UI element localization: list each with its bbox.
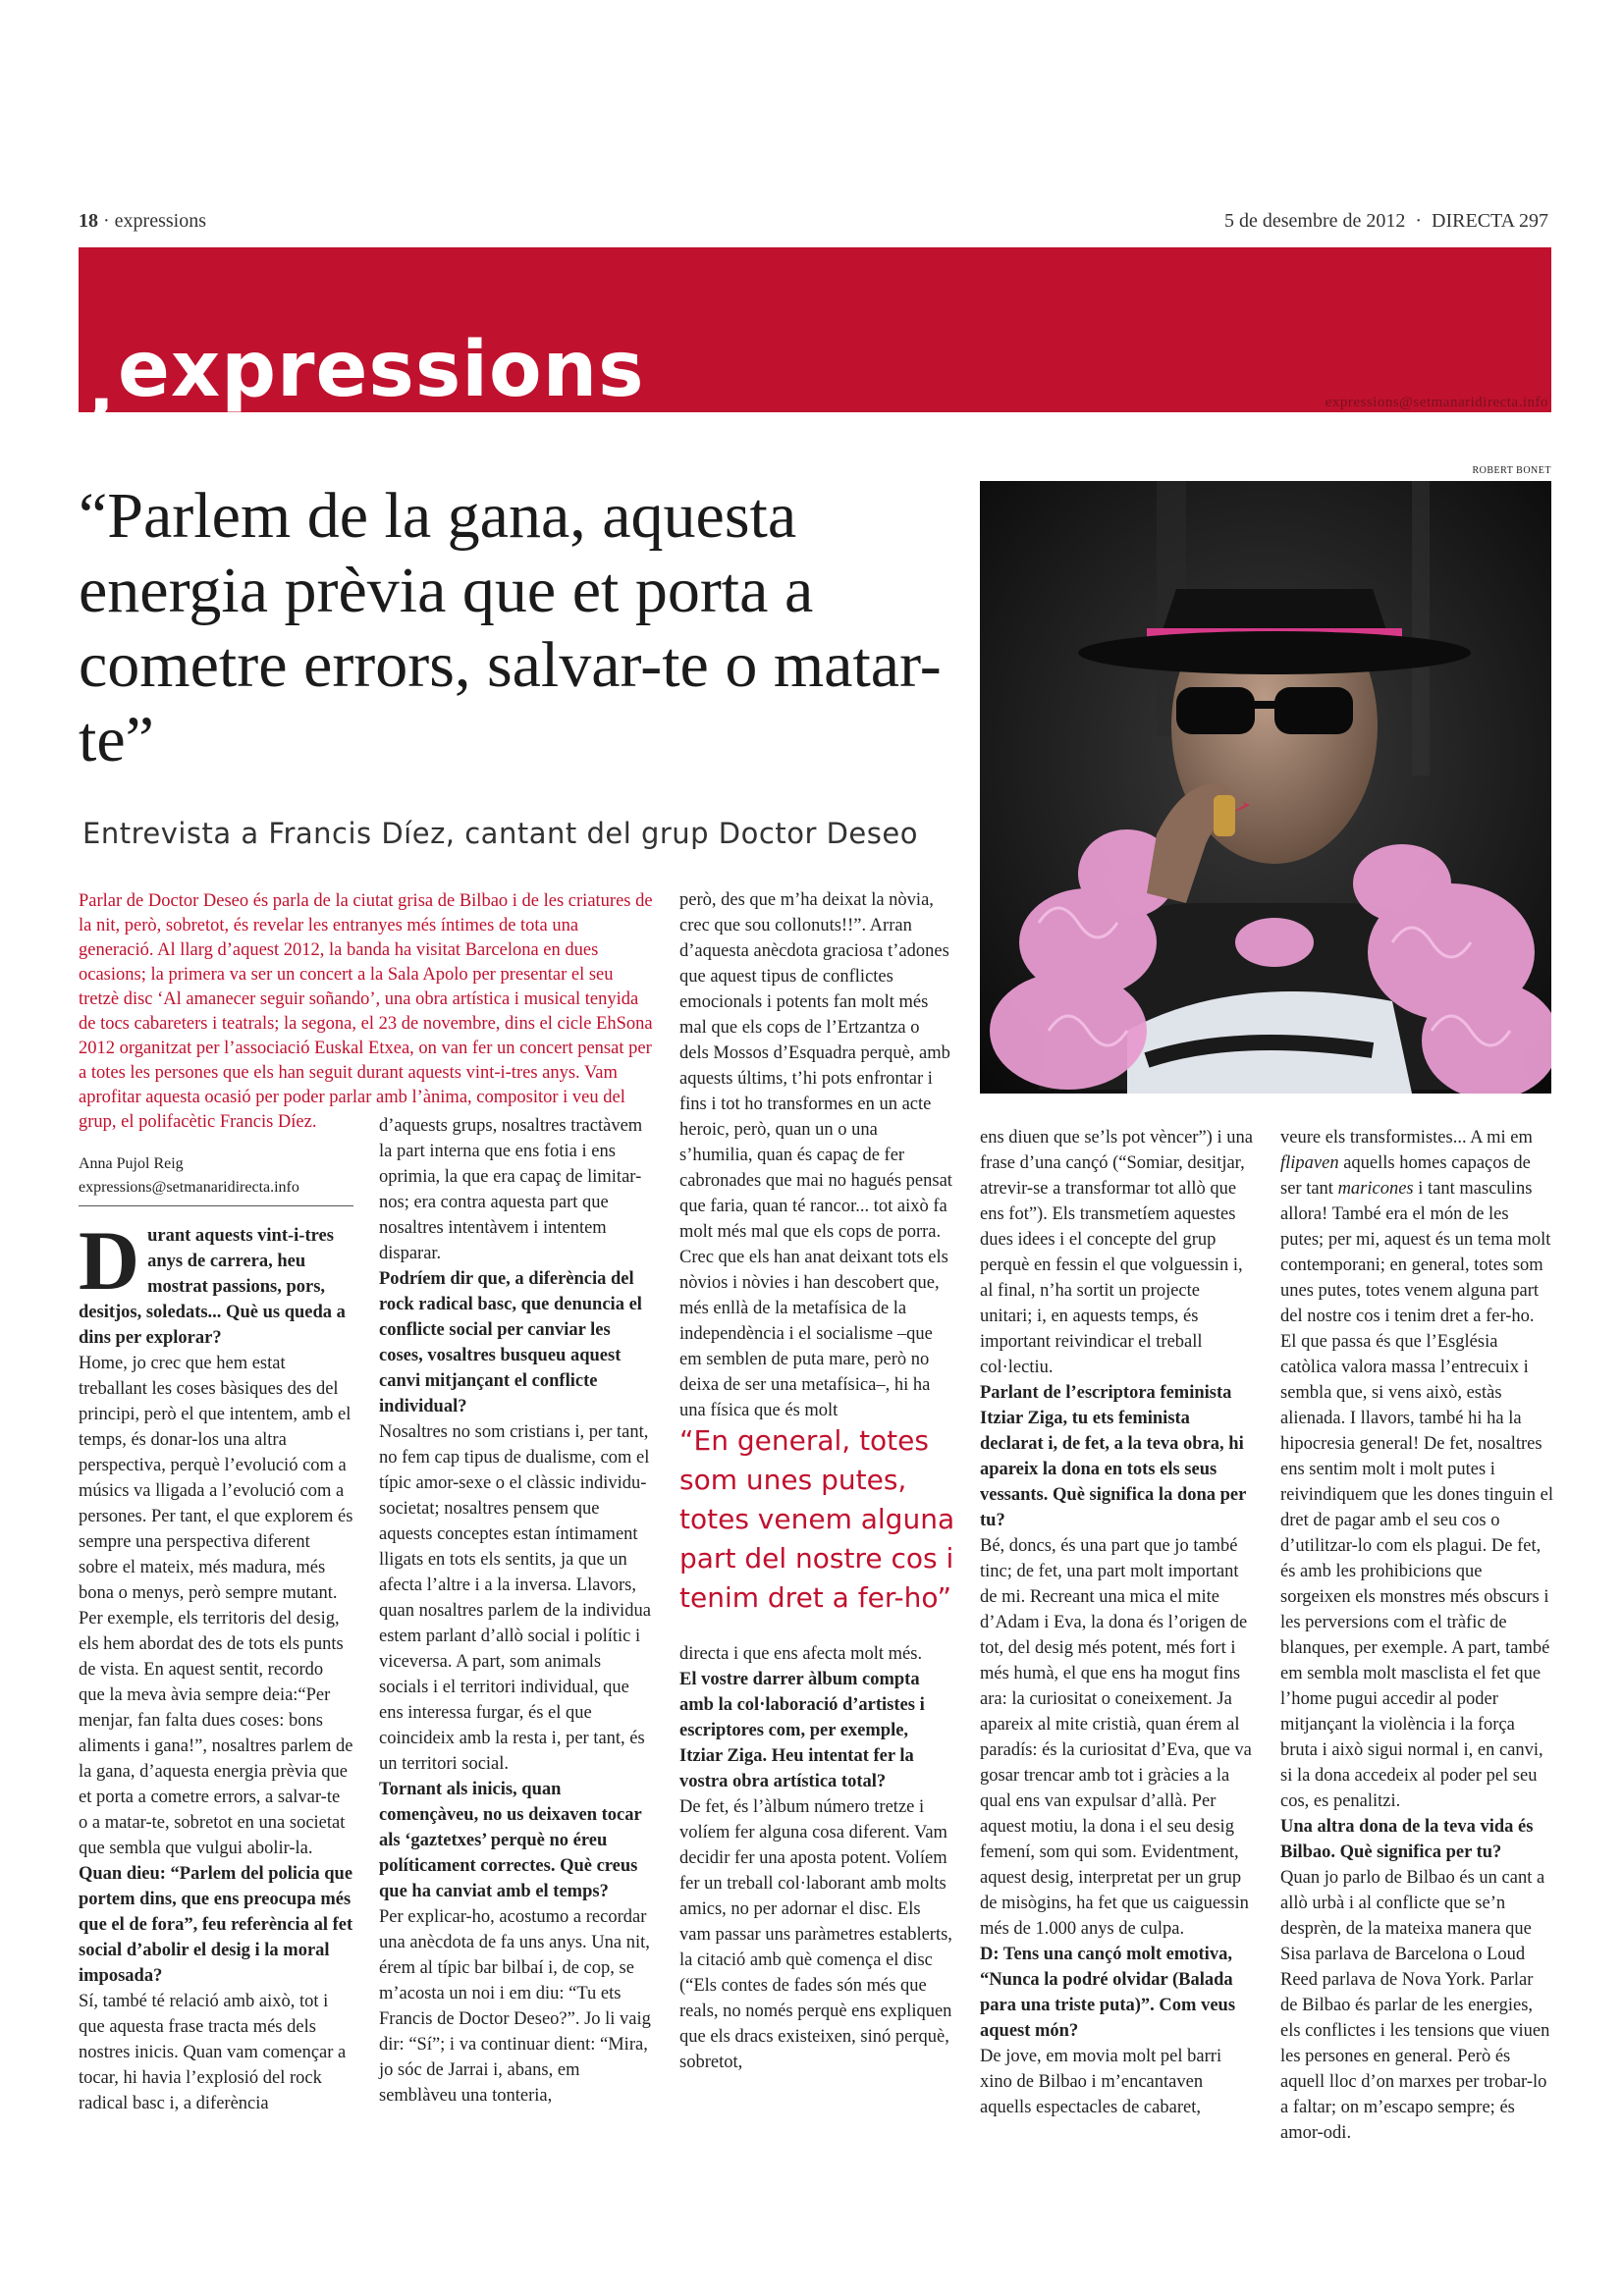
question	[1280, 1814, 1553, 1865]
question-text: D: Tens una cançó molt emotiva, “Nunca la podré olvidar (Balada para una triste puta)”. Com veus aquest món?	[980, 1945, 1236, 2041]
answer: Home, jo crec que hem estat treballant les coses bàsiques des del principi, però el que intentem, amb el temps, és donar-los una altra perspectiva, perquè l’evolució com a músics va lligada a l’evolució com a persones. Per tant, el que explorem és sempre una perspectiva diferent sobre el mateix, més madura, més bona o menys, però sempre mutant. Per exemple, els territoris del desig, els hem abordat des de tots els punts de vista. En aquest sentit, recordo que la meva àvia sempre deia:“Per menjar, fan falta dues coses: bons aliments i gana!”, nosaltres parlem de la gana, d’aquesta energia prèvia que et porta a cometre errors, a salvar-te o a matar-te, sobretot en una societat que sembla que vulgui abolir-la.	[79, 1354, 353, 1858]
question-text: Quan dieu: “Parlem del policia que portem dins, que ens preocupa més que el de fora”, feu referència al fet social d’abolir el desig i la moral imposada?	[79, 1864, 353, 1986]
section-email: expressions@setmanaridirecta.info	[1325, 395, 1548, 410]
author-email: expressions@setmanaridirecta.info	[79, 1179, 299, 1196]
answer-text: i tant masculins allora! També era el món de les putes; per mi, aquest és un tema molt contemporani; en general, totes som unes putes, totes venem alguna part del nostre cos i tenim dret a fer-ho. El que passa és que l’Església catòlica valora massa l’entrecuix i sembla que, si vens això, estàs alienada. I llavors, també hi ha la hipocresia general! De fet, nosaltres ens sentim molt i molt putes i reivindiquem que les dones tinguin el dret de pagar amb el seu cos o d’utilitzar-lo com els plagui. De fet, és amb les prohibicions que sorgeixen els monstres més obscurs i les perversions com el tràfic de blanques, per exemple. A part, també em sembla molt masclista el fet que l’home pugui accedir al poder mitjançant la violència i la força bruta i això sigui normal i, en canvi, si la dona accedeix al poder pel seu cos, es penalitzi.	[1280, 1179, 1553, 1811]
answer: De fet, és l’àlbum número tretze i volíem fer alguna cosa diferent. Vam decidir fer una aposta potent. Volíem fer un treball col·laborant amb molts amics, no per adornar el disc. Els vam passar uns paràmetres establerts, la citació amb què comença el disc (“Els contes de fades són més que reals, no només perquè ens expliquen que els dracs existeixen, sinó perquè, sobretot,	[679, 1797, 952, 2072]
question	[79, 1861, 353, 1989]
answer: Nosaltres no som cristians i, per tant, no fem cap tipus de dualisme, com el típic amor-sexe o el clàssic individu-societat; nosaltres pensem que aquests conceptes estan íntimament lligats en tots els sentits, ja que un afecta l’altre i a la inversa. Llavors, quan nosaltres parlem de la individua estem parlant d’allò social i polític i viceversa. A part, som animals socials i el territori individual, que ens interessa furgar, és el que coincideix amb la resta i, per tant, és un territori social.	[379, 1422, 651, 1774]
drop-cap: D	[79, 1213, 140, 1308]
answer-text: veure els transformistes... A mi em	[1280, 1128, 1533, 1148]
question	[679, 1667, 952, 1794]
pull-quote: “En general, totes som unes putes, totes venem alguna part del nostre cos i tenim dret a fer-ho”	[679, 1424, 955, 1614]
issue-date: 5 de desembre de 2012	[1223, 210, 1406, 232]
answer: ens diuen que se’ls pot vèncer”) i una frase d’una cançó (“Somiar, desitjar, atrevir-se a transformar tot allò que ens fot”). Els transmetíem aquestes dues idees i el concepte del grup perquè en fessin el que volguessin i, al final, n’ha sortit un projecte unitari; i, en aquests temps, és important reivindicar el treball col·lectiu.	[980, 1128, 1253, 1377]
author-name: Anna Pujol Reig	[79, 1155, 184, 1172]
answer: Sí, també té relació amb això, tot i que aquesta frase tracta més dels nostres inicis. Quan vam començar a tocar, hi havia l’explosió del rock radical basc i, a diferència	[79, 1992, 347, 2113]
answer: directa i que ens afecta molt més.	[679, 1644, 923, 1664]
question-text: El vostre darrer àlbum compta amb la col·laboració d’artistes i escriptores com, per exemple, Itziar Ziga. Heu intentat fer la vostra obra artística total?	[679, 1670, 925, 1791]
issue-number: DIRECTA 297	[1432, 210, 1548, 232]
question-text: Podríem dir que, a diferència del rock radical basc, que denuncia el conflicte social per canviar les coses, vosaltres busqueu aquest canvi mitjançant el conflicte individual?	[379, 1269, 642, 1416]
question	[980, 1380, 1253, 1533]
section-label: · expressions	[98, 210, 206, 232]
answer: Quan jo parlo de Bilbao és un cant a allò urbà i al conflicte que se’n desprèn, de la mateixa manera que Sisa parlava de Barcelona o Loud Reed parlava de Nova York. Parlar de Bilbao és parlar de les energies, els conflictes i les tensions que viuen les persones en general. Però és aquell lloc d’on marxes per trobar-lo a faltar; on m’escapo sempre; és amor-odi.	[1280, 1868, 1550, 2143]
question	[379, 1777, 652, 1904]
byline	[79, 1152, 353, 1206]
answer: De jove, em movia molt pel barri xino de Bilbao i m’encantaven aquells espectacles de cabaret,	[980, 2047, 1222, 2117]
question	[379, 1266, 652, 1419]
article-photo	[980, 481, 1551, 1094]
page-number: 18	[79, 210, 98, 232]
question	[79, 1213, 353, 1351]
issue-info	[1224, 210, 1548, 233]
answer: Bé, doncs, és una part que jo també tinc; de fet, una part molt important de mi. Recreant una mica el mite d’Adam i Eva, la dona és l’origen de tot, del desig més potent, més fort i més humà, el que ens ha mogut fins ara: la curiositat o coneixement. Ja apareix al mite cristià, quan érem al paradís: és la curiositat d’Eva, que va gosar trencar amb tot i gràcies a la qual ens van expulsar d’allà. Per aquest motiu, la dona i el seu desig femení, som qui som. Evidentment, aquest desig, interpretat per un grup de misògins, ha fet que us caiguessin més de 1.000 anys de culpa.	[980, 1536, 1252, 1939]
issue-separator: ·	[1415, 210, 1423, 232]
photo-credit: ROBERT BONET	[1472, 465, 1551, 476]
section-title-text: expressions	[118, 326, 645, 414]
answer-text: aquells homes capaços de ser tant	[1280, 1153, 1531, 1199]
article-headline: “Parlem de la gana, aquesta energia prèvia que et porta a cometre errors, salvar-te o matar-te”	[79, 480, 942, 775]
question	[980, 1942, 1253, 2044]
section-comma: ,	[88, 347, 115, 428]
answer: Per explicar-ho, acostumo a recordar una anècdota de fa uns anys. Una nit, érem al típic bar bilbaí i, de cop, se m’acosta un noi i em diu: “Tu ets Francis de Doctor Deseo?”. Jo li vaig dir: “Sí”; i va continuar dient: “Mira, jo sóc de Jarrai i, abans, em semblàveu una tonteria,	[379, 1907, 651, 2106]
body-column-5	[1280, 1125, 1553, 2146]
body-column-1	[79, 1213, 353, 2116]
article-intro: Parlar de Doctor Deseo és parla de la ciutat grisa de Bilbao i de les criatures de la nit, però, sobretot, és revelar les entranyes més íntimes de tota una generació. Al llarg d’aquest 2012, la banda ha visitat Barcelona en dues ocasions; la primera va ser un concert a la Sala Apolo per presentar el seu tretzè disc ‘Al amanecer seguir soñando’, una obra artística i musical tenyida de tocs cabareters i teatrals; la segona, el 23 de novembre, dins el cicle EhSona 2012 organitzat per l’associació Euskal Etxea, on van fer un concert pensat per a totes les persones que els han seguit durant aquests vint-i-tres anys. Vam aprofitar aquesta ocasió per poder parlar amb l’ànima, compositor i veu del grup, el polifacètic Francis Díez.	[79, 891, 653, 1132]
answer: però, des que m’ha deixat la nòvia, crec que sou collonuts!!”. Arran d’aquesta anècdota graciosa t’adones que aquest tipus de conflictes emocionals i potents fan molt més mal que els cops de l’Ertzantza o dels Mossos d’Esquadra perquè, amb aquests últims, t’hi pots enfrontar i fins i tot ho transformes en un acte heroic, però, quan un o una s’humilia, quan és capaç de fer cabronades que mai no hagués pensat que faria, quan té rancor... tot això fa molt més mal que els cops de porra. Crec que els han anat deixant tots els nòvios i nòvies i han descobert que, més enllà de la metafísica de la independència i el socialisme –que em semblen de puta mare, però no deixa de ser una metafísica–, hi ha una física que és molt	[679, 890, 952, 1420]
body-column-2	[379, 1113, 652, 2109]
body-column-4	[980, 1125, 1253, 2120]
article-subhead: Entrevista a Francis Díez, cantant del grup Doctor Deseo	[82, 817, 918, 850]
section-title	[79, 326, 645, 414]
question-text: Parlant de l’escriptora feminista Itziar Ziga, tu ets feminista declarat i, de fet, a la teva obra, hi apareix la dona en tots els seus vessants. Què significa la dona per tu?	[980, 1383, 1247, 1530]
answer	[1280, 1125, 1553, 1814]
question-text: Tornant als inicis, quan començàveu, no us deixaven tocar als ‘gaztetxes’ perquè no éreu políticament correctes. Què creus que ha canviat amb el temps?	[379, 1780, 642, 1901]
answer-emphasis: flipaven	[1280, 1153, 1339, 1173]
page-folio	[79, 210, 206, 233]
singer-photo-illustration	[980, 481, 1551, 1094]
answer: d’aquests grups, nosaltres tractàvem la part interna que ens fotia i ens oprimia, la que era capaç de limitar-nos; era contra aquesta part que nosaltres intentàvem i intentem disparar.	[379, 1116, 643, 1263]
answer-emphasis: maricones	[1337, 1179, 1414, 1199]
question-text: Una altra dona de la teva vida és Bilbao. Què significa per tu?	[1280, 1817, 1534, 1862]
question-text: urant aquests vint-i-tres anys de carrera, heu mostrat passions, pors, desitjos, soledats... Què us queda a dins per explorar?	[79, 1226, 346, 1348]
